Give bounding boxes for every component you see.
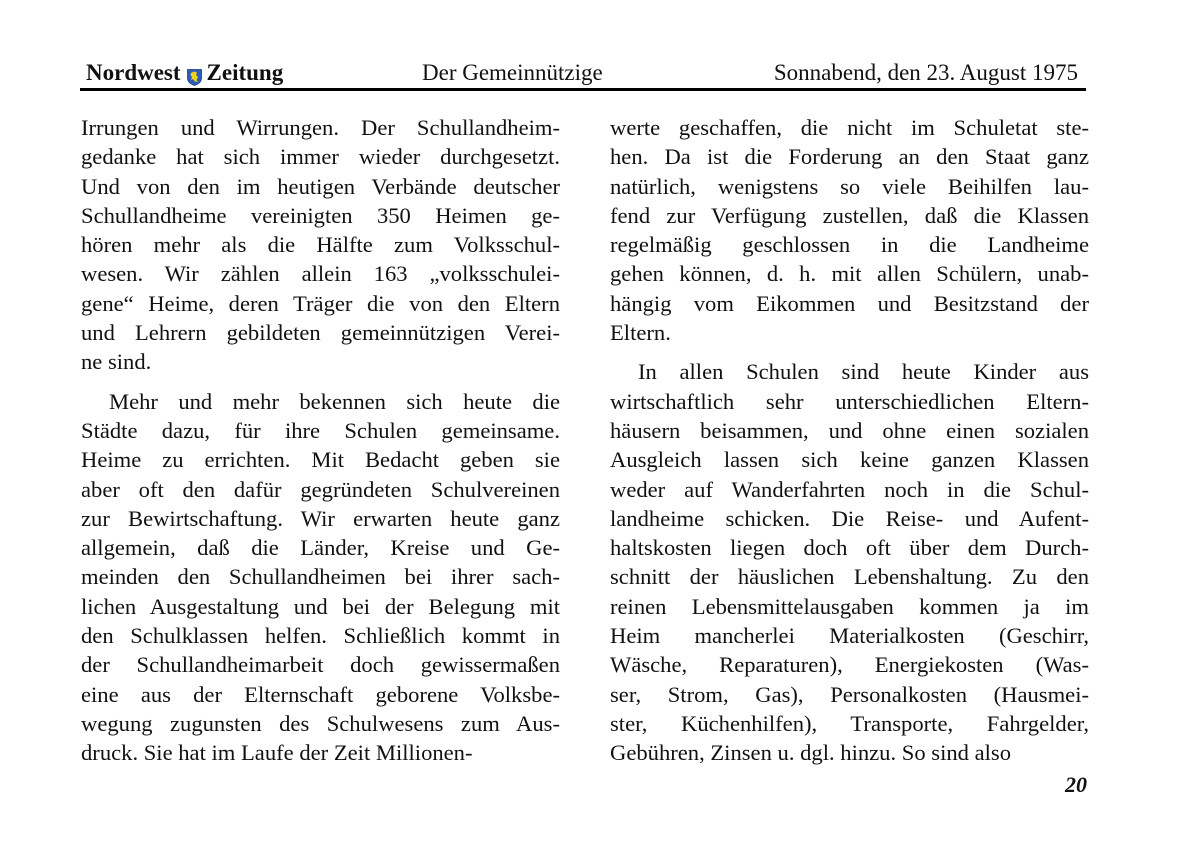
text-line: Irrungen und Wirrungen. Der Schullandheim- (81, 115, 560, 140)
text-line: Städte dazu, für ihre Schulen gemeinsame. (81, 417, 560, 443)
text-line: der Schullandheimarbeit doch gewissermaßen (81, 652, 560, 678)
text-line: hören mehr als die Hälfte zum Volksschul- (81, 232, 560, 258)
text-line: gedanke hat sich immer wieder durchgesetzt. (81, 144, 560, 170)
text-line: ser, Strom, Gas), Personalkosten (Hausmei- (610, 681, 1089, 707)
text-line: In allen Schulen sind heute Kinder aus (638, 359, 1089, 385)
text-line: wirtschaftlich sehr unterschiedlichen Eltern- (610, 388, 1089, 414)
text-line: wesen. Wir zählen allein 163 „volksschulei- (81, 261, 560, 287)
paragraph (610, 357, 1089, 767)
masthead-right: Zeitung (206, 60, 284, 85)
text-line: zur Bewirtschaftung. Wir erwarten heute ganz (81, 505, 560, 531)
text-line: ne sind. (81, 349, 152, 375)
text-line: werte geschaffen, die nicht im Schuletat ste- (610, 115, 1089, 140)
text-line: eine aus der Elternschaft geborene Volksbe- (81, 681, 560, 707)
right-column (610, 113, 1089, 768)
section-title: Der Gemeinnützige (422, 60, 603, 85)
text-line: Mehr und mehr bekennen sich heute die (109, 388, 560, 414)
masthead-left: Nordwest (86, 60, 181, 85)
text-line: Heime zu errichten. Mit Bedacht geben sie (81, 447, 560, 473)
text-line: fend zur Verfügung zustellen, daß die Klassen (610, 202, 1089, 228)
text-line: ster, Küchenhilfen), Transporte, Fahrgelder, (610, 710, 1089, 736)
paragraph (610, 113, 1089, 347)
coat-of-arms-icon (187, 66, 202, 83)
text-line: gene“ Heime, deren Träger die von den Eltern (81, 290, 560, 316)
text-line: Gebühren, Zinsen u. dgl. hinzu. So sind also (610, 740, 1011, 766)
left-column (81, 113, 560, 768)
text-line: Und von den im heutigen Verbände deutscher (81, 173, 560, 199)
text-line: schnitt der häuslichen Lebenshaltung. Zu den (610, 564, 1089, 590)
text-line: natürlich, wenigstens so viele Beihilfen lau- (610, 173, 1089, 199)
text-line: Wäsche, Reparaturen), Energiekosten (Was- (610, 652, 1089, 678)
paragraph-gap (610, 347, 1089, 357)
page-header (80, 58, 1086, 91)
text-line: hängig vom Eikommen und Besitzstand der (610, 290, 1089, 316)
text-line: Eltern. (610, 320, 671, 346)
newspaper-masthead (86, 60, 283, 86)
text-line: weder auf Wanderfahrten noch in die Schul- (610, 476, 1089, 502)
paragraph (81, 387, 560, 768)
text-line: Heim mancherlei Materialkosten (Geschirr, (610, 623, 1089, 649)
text-line: allgemein, daß die Länder, Kreise und Ge- (81, 535, 560, 561)
text-line: regelmäßig geschlossen in die Landheime (610, 232, 1089, 258)
paragraph (81, 113, 560, 377)
text-line: und Lehrern gebildeten gemeinnützigen Verei- (81, 320, 560, 346)
text-line: aber oft den dafür gegründeten Schulvereinen (81, 476, 560, 502)
text-line: lichen Ausgestaltung und bei der Belegung mit (81, 593, 560, 619)
text-line: gehen können, d. h. mit allen Schülern, unab- (610, 261, 1089, 287)
text-line: Schullandheime vereinigten 350 Heimen ge- (81, 202, 560, 228)
text-line: meinden den Schullandheimen bei ihrer sach- (81, 564, 560, 590)
text-line: hen. Da ist die Forderung an den Staat ganz (610, 144, 1089, 170)
paragraph-gap (81, 377, 560, 387)
issue-date: Sonnabend, den 23. August 1975 (773, 60, 1078, 85)
page-number: 20 (1065, 772, 1087, 797)
text-line: haltskosten liegen doch oft über dem Durch- (610, 535, 1089, 561)
text-line: druck. Sie hat im Laufe der Zeit Millionen- (81, 740, 473, 766)
text-line: den Schulklassen helfen. Schließlich kommt in (81, 623, 560, 649)
text-line: Ausgleich lassen sich keine ganzen Klassen (610, 447, 1089, 473)
text-line: reinen Lebensmittelausgaben kommen ja im (610, 593, 1089, 619)
text-line: wegung zugunsten des Schulwesens zum Aus- (81, 710, 560, 736)
text-line: landheime schicken. Die Reise- und Aufent- (610, 505, 1089, 531)
text-line: häusern beisammen, und ohne einen sozialen (610, 417, 1089, 443)
